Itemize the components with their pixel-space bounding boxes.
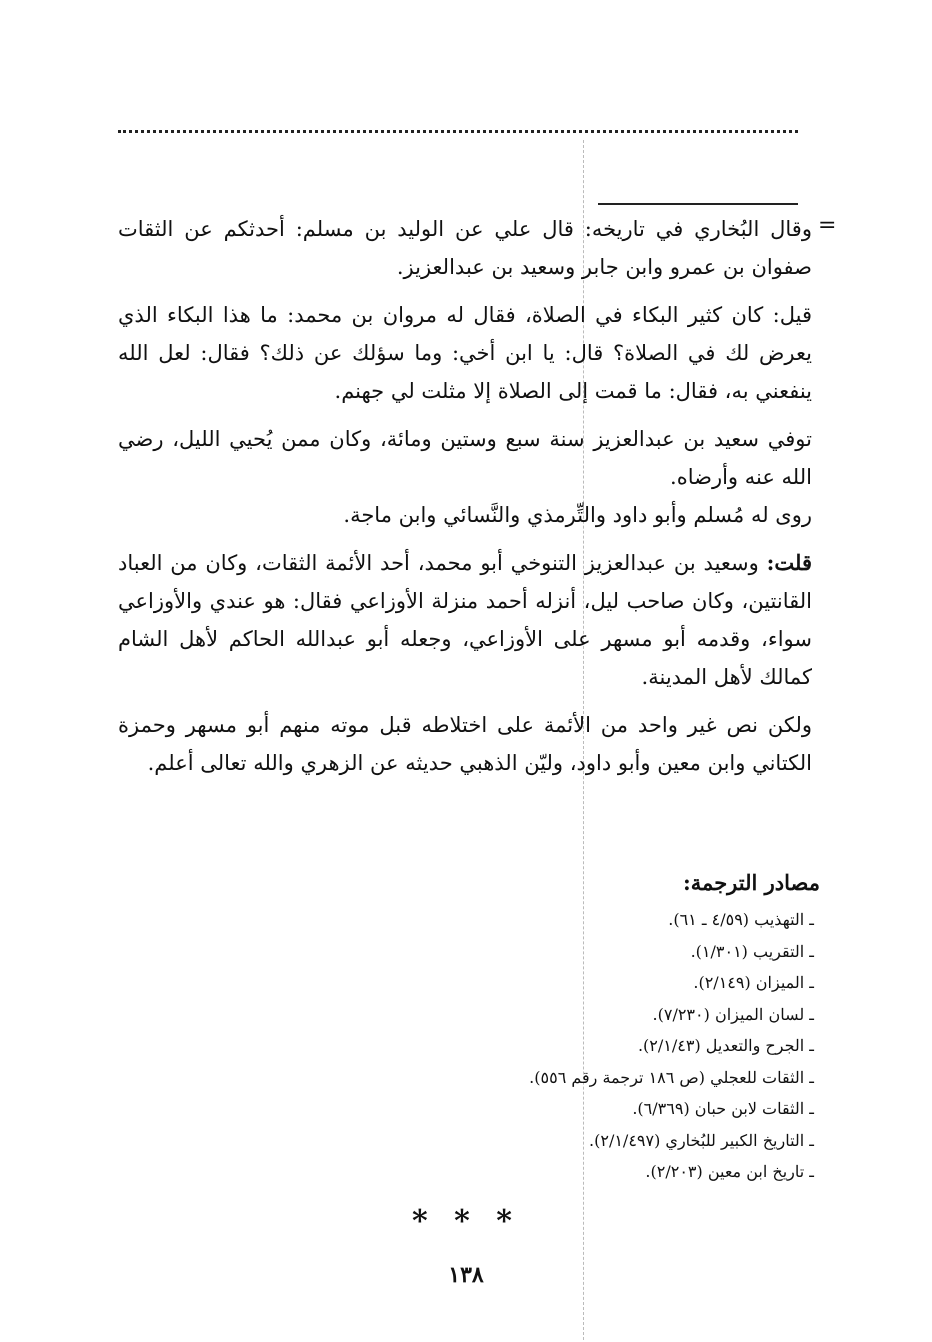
- paragraph-author-note: [118, 544, 812, 696]
- page-number: ١٣٨: [448, 1262, 484, 1288]
- sources-title: مصادر الترجمة:: [683, 870, 820, 895]
- paragraph-text: وسعيد بن عبدالعزيز التنوخي أبو محمد، أحد الأئمة الثقات، وكان من العباد القانتين، وكان صاحب ليل، أنزله أحمد منزلة الأوزاعي فقال: هو عندي والأوزاعي سواء، وقدمه أبو مسهر على الأوزاعي، وجعله أبو عبدالله الحاكم لأهل الشام كمالك لأهل المدينة.: [118, 551, 812, 689]
- source-item: ـ الثقات لابن حبان (٦/٣٦٩).: [300, 1093, 814, 1125]
- dotted-separator: [118, 130, 798, 133]
- paragraph-lead: قلت:: [766, 550, 812, 575]
- sources-list: [300, 904, 820, 1188]
- paragraph-text: روى له مُسلم وأبو داود والتِّرمذي والنَّسائي وابن ماجة.: [343, 503, 812, 527]
- source-item: ـ التهذيب (٤/٥٩ ـ ٦١).: [300, 904, 814, 936]
- source-item: ـ الثقات للعجلي (ص ١٨٦ ترجمة رقم ٥٥٦).: [300, 1062, 814, 1094]
- source-item: ـ التاريخ الكبير للبُخاري (٢/١/٤٩٧).: [300, 1125, 814, 1157]
- source-item: ـ التقريب (١/٣٠١).: [300, 936, 814, 968]
- footnote-body: [118, 210, 812, 792]
- paragraph-text: قيل: كان كثير البكاء في الصلاة، فقال له مروان بن محمد: ما هذا البكاء الذي يعرض لك في الصلاة؟ قال: يا ابن أخي: وما سؤلك عن ذلك؟ فقال: لعل الله ينفعني به، فقال: ما قمت إلى الصلاة إلا مثلت لي جهنم.: [118, 303, 812, 403]
- source-item: ـ لسان الميزان (٧/٢٣٠).: [300, 999, 814, 1031]
- section-separator-stars: * * *: [412, 1204, 520, 1239]
- source-item: ـ الميزان (٢/١٤٩).: [300, 967, 814, 999]
- paragraph-death-date: [118, 420, 812, 496]
- paragraph-text: ولكن نص غير واحد من الأئمة على اختلاطه قبل موته منهم أبو مسهر وحمزة الكتاني وابن معين وأبو داود، وليّن الذهبي حديثه عن الزهري والله تعالى أعلم.: [118, 713, 812, 775]
- paragraph-confusion-note: [118, 706, 812, 782]
- biography-sources: [300, 866, 820, 1188]
- paragraph-bukhari-quote: [118, 210, 812, 286]
- paragraph-text: وقال البُخاري في تاريخه: قال علي عن الوليد بن مسلم: أحدثكم عن الثقات صفوان بن عمرو وابن جابر وسعيد بن عبدالعزيز.: [118, 217, 812, 279]
- paragraph-text: توفي سعيد بن عبدالعزيز سنة سبع وستين ومائة، وكان ممن يُحيي الليل، رضي الله عنه وأرضاه.: [118, 427, 812, 489]
- source-item: ـ الجرح والتعديل (٢/١/٤٣).: [300, 1030, 814, 1062]
- footnote-rule: [598, 203, 798, 205]
- source-item: ـ تاريخ ابن معين (٢/٢٠٣).: [300, 1156, 814, 1188]
- paragraph-narrators: [118, 496, 812, 534]
- paragraph-weeping-story: [118, 296, 812, 410]
- footnote-continuation-mark: =: [818, 213, 837, 238]
